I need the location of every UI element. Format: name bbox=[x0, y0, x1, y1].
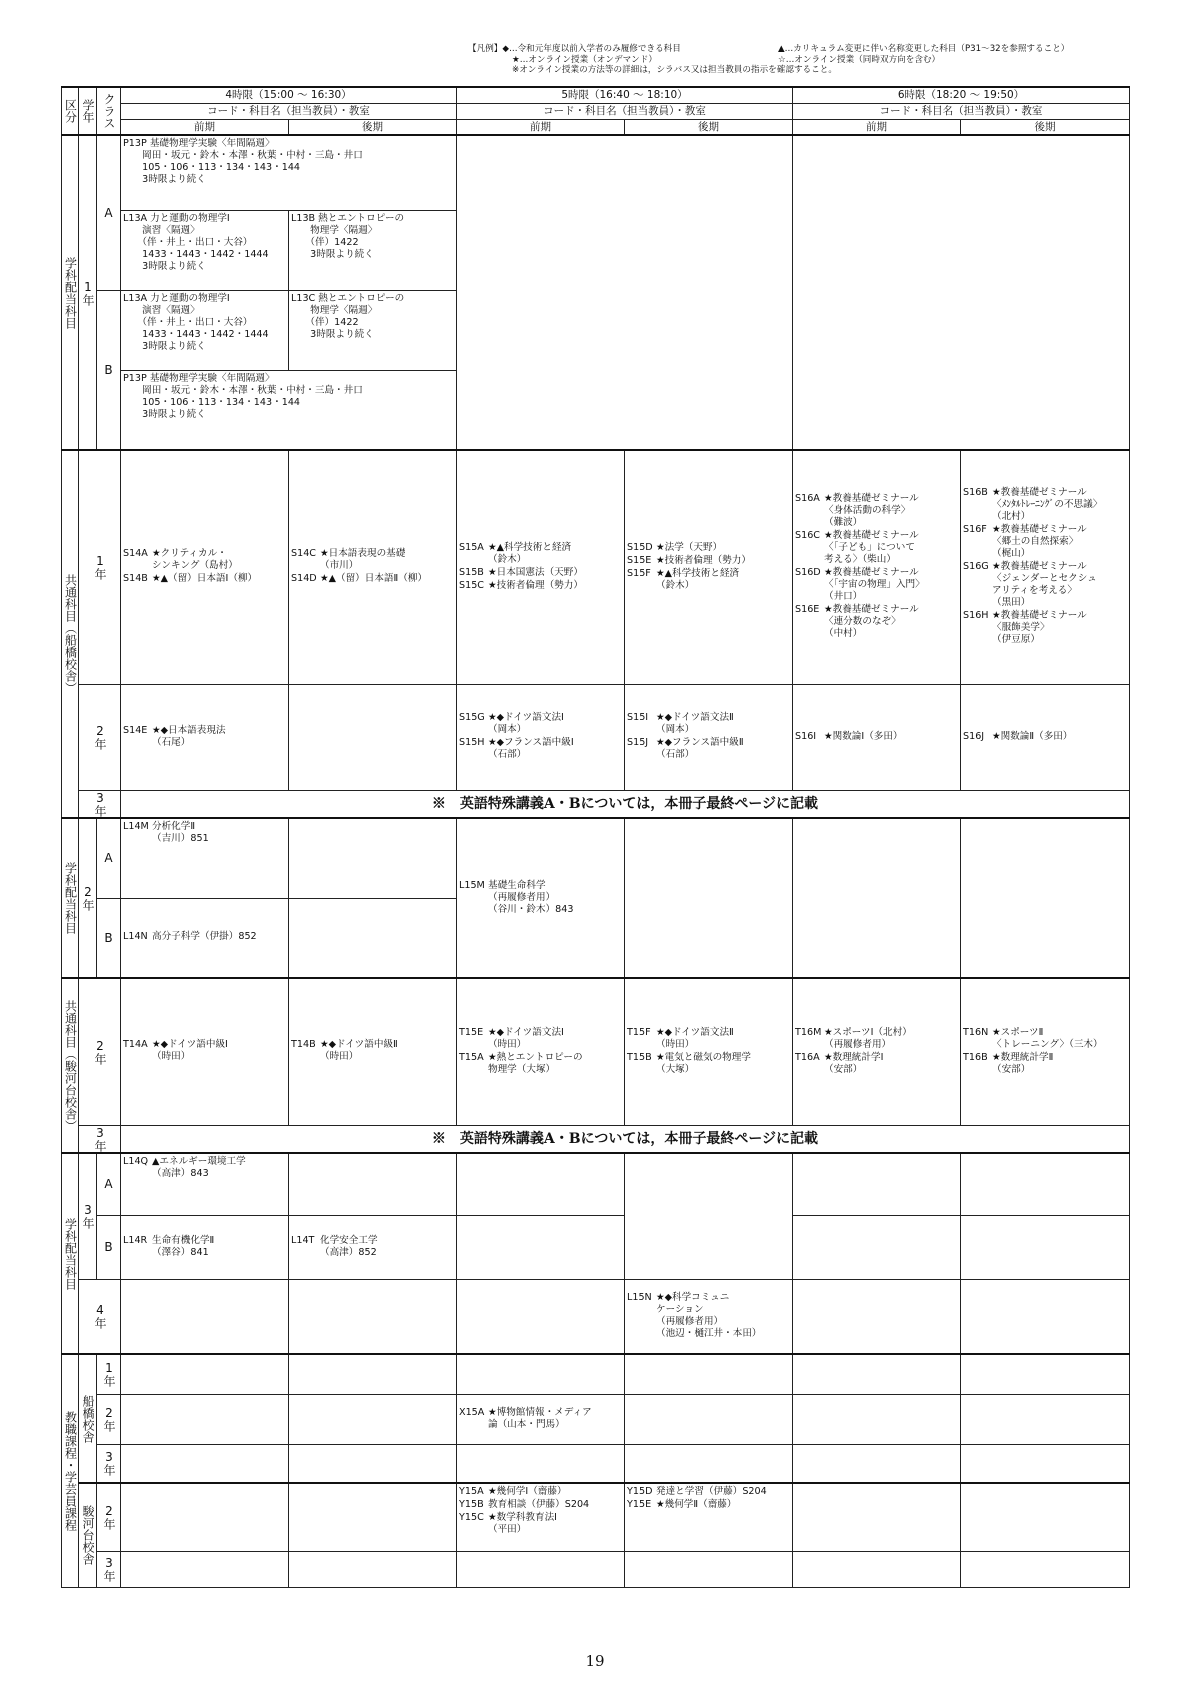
course-title: ★数学科教育法Ⅰ （平田） bbox=[488, 1512, 557, 1535]
empty-cell bbox=[457, 1551, 625, 1587]
course-code: S14E bbox=[123, 724, 148, 736]
course-code: S15D bbox=[627, 541, 653, 553]
course-code: T15E bbox=[459, 1026, 484, 1038]
course-title: ★◆フランス語中級Ⅰ （石部） bbox=[488, 737, 574, 760]
course-group bbox=[289, 1215, 457, 1279]
course-title: ★熱とエントロピーの 物理学（大塚） bbox=[488, 1051, 583, 1075]
course-group bbox=[121, 818, 289, 898]
course-code: S15H bbox=[459, 737, 485, 748]
section-gakka-3: 学科配当科目 bbox=[62, 1153, 79, 1354]
empty-cell bbox=[625, 818, 793, 978]
section-kyoshoku: 教職課程・学芸員課程 bbox=[62, 1354, 79, 1587]
course-code: L14T bbox=[291, 1234, 315, 1246]
course-title: ★◆科学コミュニ ケーション （再履修者用） （池辺・樋江井・本田） bbox=[656, 1291, 762, 1339]
empty-cell bbox=[121, 1354, 289, 1394]
empty-cell bbox=[625, 1354, 793, 1394]
empty-cell bbox=[121, 1551, 289, 1587]
course-l13a-a: L13A 力と運動の物理学Ⅰ 演習〈隔週〉 （伴・井上・出口・大谷） 1433・1443・1442・1444 3時限より続く bbox=[121, 210, 289, 290]
course-title: 分析化学Ⅱ （吉川）851 bbox=[152, 821, 209, 844]
course-entry bbox=[123, 1039, 288, 1063]
course-entry bbox=[963, 487, 1129, 523]
course-title: 発達と学習（伊藤）S204 bbox=[656, 1486, 767, 1497]
course-code: S15B bbox=[459, 566, 484, 578]
course-title: 化学安全工学 （高津）852 bbox=[320, 1234, 378, 1258]
course-entry bbox=[627, 1486, 792, 1498]
class-a: A bbox=[97, 1153, 121, 1215]
header-zenki: 前期 bbox=[457, 119, 625, 135]
course-group bbox=[121, 978, 289, 1125]
empty-cell bbox=[961, 1483, 1130, 1551]
course-entry bbox=[963, 610, 1129, 646]
course-group bbox=[457, 978, 625, 1125]
empty-cell bbox=[793, 1551, 961, 1587]
course-code: S14A bbox=[123, 548, 148, 560]
course-group bbox=[121, 684, 289, 790]
course-code: S16C bbox=[795, 530, 820, 542]
course-title: ★◆ドイツ語文法Ⅰ （時田） bbox=[488, 1026, 564, 1050]
header-code-label: コード・科目名（担当教員）・教室 bbox=[793, 103, 1130, 119]
header-zenki: 前期 bbox=[121, 119, 289, 135]
header-kouki: 後期 bbox=[625, 119, 793, 135]
section-gakka-1: 学科配当科目 bbox=[62, 135, 79, 450]
course-group bbox=[457, 1483, 625, 1551]
course-title: ★スポーツⅠ（北村） （再履修者用） bbox=[824, 1026, 912, 1050]
header-period-5: 5時限（16:40 ～ 18:10） bbox=[457, 87, 793, 103]
empty-cell bbox=[121, 1483, 289, 1551]
class-b: B bbox=[97, 290, 121, 450]
empty-cell bbox=[961, 1279, 1130, 1354]
english-special-note: ※ 英語特殊講義A・Bについては，本冊子最終ページに記載 bbox=[121, 790, 1130, 818]
course-code: T16M bbox=[795, 1026, 822, 1038]
course-code: S15F bbox=[627, 567, 651, 579]
course-code: S16H bbox=[963, 610, 989, 622]
course-title: ★▲科学技術と経済 （鈴木） bbox=[488, 541, 572, 565]
course-title: ★数理統計学Ⅰ （安部） bbox=[824, 1051, 884, 1075]
course-entry bbox=[459, 580, 624, 592]
course-entry bbox=[627, 737, 792, 761]
course-title: ★電気と磁気の物理学 （大塚） bbox=[656, 1051, 751, 1075]
empty-cell bbox=[289, 1551, 457, 1587]
course-code: S16F bbox=[963, 524, 987, 536]
course-title: ★◆ドイツ語中級Ⅰ （時田） bbox=[152, 1039, 228, 1063]
course-code: S14B bbox=[123, 573, 148, 585]
empty-cell bbox=[793, 818, 961, 978]
empty-cell bbox=[625, 1394, 793, 1444]
course-group bbox=[289, 978, 457, 1125]
course-code: S16A bbox=[795, 493, 820, 505]
course-title: ★技術者倫理（勢力） bbox=[656, 554, 751, 566]
course-title: ★◆ドイツ語文法Ⅰ （岡本） bbox=[488, 712, 564, 735]
course-group bbox=[121, 450, 289, 684]
course-entry bbox=[963, 561, 1129, 609]
year-1: 1年 bbox=[97, 1354, 121, 1394]
year-4: 4年 bbox=[79, 1279, 121, 1354]
course-group bbox=[121, 1215, 289, 1279]
year-1: 1年 bbox=[79, 450, 121, 684]
course-group bbox=[961, 450, 1130, 684]
class-a: A bbox=[97, 818, 121, 898]
legend bbox=[468, 44, 1148, 76]
course-title: ★教養基礎ゼミナール 〈ﾒﾝﾀﾙﾄﾚｰﾆﾝｸﾞの不思議〉 （北村） bbox=[992, 487, 1103, 523]
course-entry bbox=[459, 712, 624, 736]
empty-cell bbox=[625, 1551, 793, 1587]
course-code: Y15E bbox=[627, 1499, 652, 1510]
course-code: T15B bbox=[627, 1051, 652, 1063]
course-code: S16J bbox=[963, 730, 985, 742]
header-kouki: 後期 bbox=[961, 119, 1130, 135]
course-title: ★教養基礎ゼミナール 〈「子ども」について 考える〉（柴山） bbox=[824, 530, 919, 566]
course-entry bbox=[963, 524, 1129, 560]
course-entry bbox=[795, 567, 960, 603]
course-code: S16E bbox=[795, 604, 820, 616]
course-entry bbox=[123, 931, 288, 943]
course-code: S16B bbox=[963, 487, 988, 499]
course-title: 基礎生命科学 （再履修者用） （谷川・鈴木）843 bbox=[488, 879, 574, 915]
empty-cell bbox=[961, 1354, 1130, 1394]
course-title: ★教養基礎ゼミナール 〈連分数のなぞ〉 （中村） bbox=[824, 604, 919, 640]
course-group bbox=[289, 450, 457, 684]
course-entry bbox=[459, 1499, 624, 1511]
legend-white-star: ☆…オンライン授業（同時双方向を含む） bbox=[778, 54, 941, 65]
course-entry bbox=[123, 725, 288, 749]
header-period-6: 6時限（18:20 ～ 19:50） bbox=[793, 87, 1130, 103]
empty-cell bbox=[961, 1551, 1130, 1587]
course-entry bbox=[627, 555, 792, 567]
course-group bbox=[457, 818, 625, 978]
course-entry bbox=[627, 1292, 792, 1340]
course-entry bbox=[459, 1052, 624, 1076]
empty-cell bbox=[961, 1444, 1130, 1483]
course-entry bbox=[123, 821, 288, 845]
year-3: 3年 bbox=[97, 1551, 121, 1587]
empty-cell bbox=[121, 1394, 289, 1444]
course-entry bbox=[963, 1052, 1129, 1076]
course-code: L15N bbox=[627, 1291, 652, 1303]
course-entry bbox=[459, 737, 624, 761]
course-code: X15A bbox=[459, 1406, 485, 1418]
course-group bbox=[793, 450, 961, 684]
course-l13b: L13B 熱とエントロピーの 物理学〈隔週〉 （伴）1422 3時限より続く bbox=[289, 210, 457, 290]
course-entry bbox=[795, 1027, 960, 1051]
course-code: S16I bbox=[795, 730, 817, 742]
course-code: S15I bbox=[627, 712, 649, 723]
header-kouki: 後期 bbox=[289, 119, 457, 135]
empty-cell bbox=[961, 818, 1130, 978]
legend-diamond: 【凡例】◆…令和元年度以前入学者のみ履修できる科目 bbox=[468, 44, 681, 54]
course-entry bbox=[795, 731, 960, 743]
course-entry bbox=[459, 1027, 624, 1051]
course-code: S15E bbox=[627, 554, 652, 566]
empty-cell bbox=[289, 684, 457, 790]
empty-cell bbox=[457, 1215, 625, 1279]
campus-funabashi: 船橋校舎 bbox=[79, 1354, 97, 1483]
course-code: S15A bbox=[459, 541, 484, 553]
course-title: ★スポーツⅡ 〈トレーニング〉（三木） bbox=[992, 1026, 1103, 1050]
course-entry bbox=[123, 548, 288, 572]
course-title: ★▲（留）日本語Ⅱ（柳） bbox=[320, 573, 428, 585]
course-code: T16B bbox=[963, 1051, 988, 1063]
class-b: B bbox=[97, 898, 121, 978]
course-code: T14A bbox=[123, 1039, 148, 1051]
course-entry bbox=[291, 1039, 456, 1063]
course-code: Y15C bbox=[459, 1512, 484, 1523]
course-title: ★◆フランス語中級Ⅱ （石部） bbox=[656, 737, 744, 760]
year-2: 2年 bbox=[97, 1394, 121, 1444]
course-title: ★教養基礎ゼミナール 〈ジェンダーとセクシュ アリティを考える〉 （黒田） bbox=[992, 561, 1097, 609]
course-code: L15M bbox=[459, 879, 485, 891]
course-entry bbox=[627, 568, 792, 592]
course-code: Y15A bbox=[459, 1486, 484, 1497]
empty-cell bbox=[625, 1444, 793, 1483]
course-title: ★数理統計学Ⅱ （安部） bbox=[992, 1051, 1054, 1075]
empty-cell bbox=[457, 1279, 625, 1354]
course-code: S16G bbox=[963, 561, 989, 573]
empty-cell bbox=[289, 1279, 457, 1354]
empty-cell bbox=[793, 1394, 961, 1444]
course-code: T15F bbox=[627, 1026, 651, 1038]
course-title: ★◆ドイツ語文法Ⅱ （時田） bbox=[656, 1026, 734, 1050]
section-kyotsu-funabashi: 共通科目（船橋校舎） bbox=[62, 450, 79, 818]
course-entry bbox=[627, 542, 792, 554]
header-period-4: 4時限（15:00 ～ 16:30） bbox=[121, 87, 457, 103]
year-2: 2年 bbox=[79, 684, 121, 790]
empty-cell bbox=[625, 1153, 793, 1279]
header-gakunen: 学年 bbox=[79, 87, 97, 135]
course-group bbox=[457, 450, 625, 684]
course-entry bbox=[459, 1512, 624, 1536]
course-group bbox=[457, 1394, 625, 1444]
section-kyotsu-surugadai: 共通科目（駿河台校舎） bbox=[62, 978, 79, 1153]
class-b: B bbox=[97, 1215, 121, 1279]
empty-cell bbox=[793, 135, 1130, 450]
empty-cell bbox=[289, 1153, 457, 1215]
course-group bbox=[625, 978, 793, 1125]
empty-cell bbox=[793, 1279, 961, 1354]
course-group bbox=[625, 450, 793, 684]
course-entry bbox=[963, 731, 1129, 743]
course-group bbox=[625, 1483, 793, 1551]
course-code: T14B bbox=[291, 1039, 316, 1051]
empty-cell bbox=[289, 1354, 457, 1394]
year-2: 2年 bbox=[79, 818, 97, 978]
course-title: ★関数論Ⅰ（多田） bbox=[824, 730, 903, 742]
course-entry bbox=[627, 1052, 792, 1076]
campus-surugadai: 駿河台校舎 bbox=[79, 1483, 97, 1587]
empty-cell bbox=[457, 1444, 625, 1483]
course-title: ★日本語表現の基礎 （市川） bbox=[320, 548, 406, 572]
course-title: ★教養基礎ゼミナール 〈郷土の自然探索〉 （梶山） bbox=[992, 524, 1087, 560]
header-code-label: コード・科目名（担当教員）・教室 bbox=[457, 103, 793, 119]
course-group bbox=[961, 978, 1130, 1125]
course-entry bbox=[459, 1486, 624, 1498]
year-1: 1年 bbox=[79, 135, 97, 450]
class-a: A bbox=[97, 135, 121, 290]
course-entry bbox=[123, 1156, 288, 1180]
empty-cell bbox=[793, 1483, 961, 1551]
course-title: ★▲科学技術と経済 （鈴木） bbox=[656, 567, 740, 591]
empty-cell bbox=[121, 1279, 289, 1354]
course-title: 生命有機化学Ⅱ （澤谷）841 bbox=[152, 1234, 215, 1258]
course-l13c: L13C 熱とエントロピーの 物理学〈隔週〉 （伴）1422 3時限より続く bbox=[289, 290, 457, 370]
course-title: ★法学（天野） bbox=[656, 541, 723, 553]
empty-cell bbox=[793, 1444, 961, 1483]
empty-cell bbox=[793, 1215, 961, 1279]
course-entry bbox=[291, 548, 456, 572]
course-p13p-a: P13P 基礎物理学実験〈年間隔週〉 岡田・坂元・鈴木・本澤・秋葉・中村・三島・井口 105・106・113・134・143・144 3時限より続く bbox=[121, 135, 457, 210]
course-entry bbox=[459, 880, 624, 916]
course-l13a-b: L13A 力と運動の物理学Ⅰ 演習〈隔週〉 （伴・井上・出口・大谷） 1433・1443・1442・1444 3時限より続く bbox=[121, 290, 289, 370]
course-title: ★▲（留）日本語Ⅰ（柳） bbox=[152, 573, 258, 585]
header-zenki: 前期 bbox=[793, 119, 961, 135]
course-entry bbox=[627, 1499, 792, 1511]
course-title: 高分子科学（伊掛）852 bbox=[152, 931, 257, 943]
header-kubun: 区分 bbox=[62, 87, 79, 135]
empty-cell bbox=[457, 1153, 625, 1215]
course-title: ★教養基礎ゼミナール 〈「宇宙の物理」入門〉 （井口） bbox=[824, 567, 925, 603]
empty-cell bbox=[961, 1215, 1130, 1279]
course-code: T15A bbox=[459, 1051, 484, 1063]
course-entry bbox=[459, 1407, 624, 1431]
empty-cell bbox=[121, 1444, 289, 1483]
course-title: ★教養基礎ゼミナール 〈身体活動の科学〉 （難波） bbox=[824, 493, 919, 529]
course-title: ★博物館情報・メディア 論（山本・門馬） bbox=[488, 1406, 592, 1430]
course-group bbox=[793, 978, 961, 1125]
course-entry bbox=[963, 1027, 1129, 1051]
course-p13p-b: P13P 基礎物理学実験〈年間隔週〉 岡田・坂元・鈴木・本澤・秋葉・中村・三島・井口 105・106・113・134・143・144 3時限より続く bbox=[121, 370, 457, 450]
course-title: ★幾何学Ⅰ（齋藤） bbox=[488, 1486, 567, 1497]
course-code: Y15D bbox=[627, 1486, 653, 1497]
section-gakka-2: 学科配当科目 bbox=[62, 818, 79, 978]
empty-cell bbox=[289, 818, 457, 898]
course-group bbox=[121, 898, 289, 978]
empty-cell bbox=[289, 1444, 457, 1483]
course-title: ★関数論Ⅱ（多田） bbox=[992, 730, 1073, 742]
year-3: 3年 bbox=[97, 1444, 121, 1483]
empty-cell bbox=[457, 135, 793, 450]
timetable bbox=[61, 86, 1130, 1588]
empty-cell bbox=[289, 1483, 457, 1551]
course-entry bbox=[123, 1235, 288, 1259]
course-title: ▲エネルギー環境工学 （高津）843 bbox=[152, 1156, 246, 1179]
course-code: L14N bbox=[123, 931, 148, 943]
course-title: ★幾何学Ⅱ（齋藤） bbox=[656, 1499, 737, 1510]
course-group bbox=[457, 684, 625, 790]
course-entry bbox=[795, 493, 960, 529]
course-code: T16N bbox=[963, 1026, 989, 1038]
empty-cell bbox=[289, 898, 457, 978]
header-code-label: コード・科目名（担当教員）・教室 bbox=[121, 103, 457, 119]
course-code: S15G bbox=[459, 712, 485, 723]
english-special-note: ※ 英語特殊講義A・Bについては，本冊子最終ページに記載 bbox=[121, 1125, 1130, 1153]
course-group bbox=[961, 684, 1130, 790]
course-group bbox=[793, 684, 961, 790]
course-title: ★◆ドイツ語中級Ⅱ （時田） bbox=[320, 1039, 398, 1063]
course-group bbox=[121, 1153, 289, 1215]
course-code: S14D bbox=[291, 573, 317, 585]
course-entry bbox=[459, 567, 624, 579]
page-number: 19 bbox=[585, 1652, 605, 1670]
course-entry bbox=[627, 1027, 792, 1051]
course-entry bbox=[795, 1052, 960, 1076]
course-code: Y15B bbox=[459, 1499, 484, 1510]
course-entry bbox=[795, 604, 960, 640]
course-code: S15C bbox=[459, 579, 484, 591]
course-code: T16A bbox=[795, 1051, 820, 1063]
legend-triangle: ▲…カリキュラム変更に伴い名称変更した科目（P31～32を参照すること） bbox=[778, 44, 1070, 54]
course-entry bbox=[795, 530, 960, 566]
year-2: 2年 bbox=[79, 978, 121, 1125]
empty-cell bbox=[961, 1394, 1130, 1444]
course-code: S14C bbox=[291, 548, 316, 560]
empty-cell bbox=[457, 1354, 625, 1394]
course-entry bbox=[627, 712, 792, 736]
course-group bbox=[625, 1279, 793, 1354]
course-entry bbox=[291, 573, 456, 585]
empty-cell bbox=[961, 1153, 1130, 1215]
legend-online-note: ※オンライン授業の方法等の詳細は，シラバス又は担当教員の指示を確認すること。 bbox=[512, 65, 837, 76]
year-3: 3年 bbox=[79, 1153, 97, 1279]
course-code: L14R bbox=[123, 1234, 148, 1246]
course-code: L14M bbox=[123, 821, 149, 832]
year-3: 3年 bbox=[79, 790, 121, 818]
legend-star: ★…オンライン授業（オンデマンド） bbox=[512, 54, 657, 65]
course-group bbox=[625, 684, 793, 790]
course-entry bbox=[123, 573, 288, 585]
course-code: S16D bbox=[795, 567, 821, 579]
course-title: ★クリティカル・ シンキング（島村） bbox=[152, 548, 238, 572]
course-code: S15J bbox=[627, 737, 649, 748]
empty-cell bbox=[793, 1354, 961, 1394]
course-title: ★技術者倫理（勢力） bbox=[488, 579, 583, 591]
course-title: 教育相談（伊藤）S204 bbox=[488, 1499, 590, 1510]
course-entry bbox=[291, 1235, 456, 1259]
year-2: 2年 bbox=[97, 1483, 121, 1551]
empty-cell bbox=[793, 1153, 961, 1215]
empty-cell bbox=[289, 1394, 457, 1444]
course-title: ★◆ドイツ語文法Ⅱ （岡本） bbox=[656, 712, 734, 735]
course-code: L14Q bbox=[123, 1156, 149, 1167]
course-title: ★◆日本語表現法 （石尾） bbox=[152, 724, 226, 748]
header-class: クラス bbox=[97, 87, 121, 135]
course-title: ★教養基礎ゼミナール 〈服飾美学〉 （伊豆原） bbox=[992, 610, 1087, 646]
course-entry bbox=[459, 542, 624, 566]
course-title: ★日本国憲法（天野） bbox=[488, 566, 583, 578]
year-3: 3年 bbox=[79, 1125, 121, 1153]
